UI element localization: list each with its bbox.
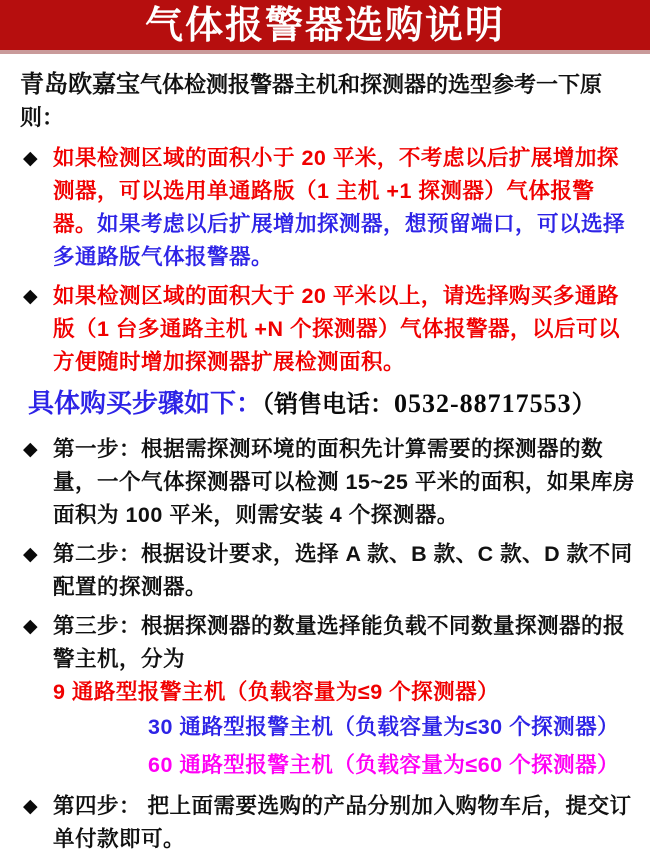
- step-item-4: [20, 790, 636, 856]
- host-option-30-channel: 30 通路型报警主机（负载容量为≤30 个探测器）: [148, 715, 620, 739]
- title-banner: [0, 0, 650, 54]
- diamond-bullet-icon: ◆: [23, 796, 38, 817]
- steps-heading: 具体购买步骤如下：: [28, 388, 263, 418]
- principle-item-2: [20, 280, 636, 379]
- guide-content: [0, 54, 650, 856]
- diamond-bullet-icon: ◆: [23, 544, 38, 565]
- step-item-3: [20, 610, 636, 784]
- step-item-2: [20, 538, 636, 604]
- diamond-bullet-icon: ◆: [23, 439, 38, 460]
- step-3-black-segment: 第三步：根据探测器的数量选择能负载不同数量探测器的报警主机，分为: [53, 614, 626, 671]
- phone-number: 0532-88717553: [394, 389, 572, 418]
- host-option-60-channel: 60 通路型报警主机（负载容量为≤60 个探测器）: [148, 752, 620, 777]
- principle-1-red-segment: 如果检测区域的面积小于 20 平米，不考虑以后扩展增加探测器，可以选用单通路版（1 主机 +1 探测器）气体报警器。: [53, 146, 619, 236]
- intro-text: 气体检测报警器主机和探测器的选型参考一下原则：: [20, 72, 603, 130]
- step-2-text: 第二步：根据设计要求，选择 A 款、B 款、C 款、D 款不同配置的探测器。: [53, 542, 633, 599]
- principle-text-1: [53, 142, 636, 274]
- intro-line: [20, 68, 636, 134]
- step-4-text: 第四步： 把上面需要选购的产品分别加入购物车后，提交订单付款即可。: [53, 794, 632, 851]
- step-3-red-segment: 9 通路型报警主机（负载容量为≤9 个探测器）: [53, 680, 500, 704]
- step-1-text: 第一步：根据需探测环境的面积先计算需要的探测器的数量，一个气体探测器可以检测 15~25 平米的面积，如果库房面积为 100 平米，则需安装 4 个探测器。: [53, 437, 635, 527]
- sales-phone: [262, 391, 596, 418]
- diamond-bullet-icon: ◆: [23, 148, 38, 169]
- diamond-bullet-icon: ◆: [23, 286, 38, 307]
- principle-item-1: [20, 142, 636, 274]
- phone-suffix: ）: [571, 391, 596, 418]
- brand-name: 青岛欧嘉宝: [20, 71, 140, 98]
- diamond-bullet-icon: ◆: [23, 616, 38, 637]
- step-3-text: [53, 610, 636, 784]
- page-title: 气体报警器选购说明: [144, 5, 505, 47]
- principle-2-red-segment: 如果检测区域的面积大于 20 平米以上，请选择购买多通路版（1 台多通路主机 +N 个探测器）气体报警器，以后可以方便随时增加探测器扩展检测面积。: [53, 284, 620, 374]
- principle-text-2: [53, 280, 636, 379]
- phone-prefix: （销售电话：: [262, 391, 395, 418]
- step-item-1: [20, 433, 636, 532]
- principle-1-blue-segment: 如果考虑以后扩展增加探测器，想预留端口，可以选择多通路版气体报警器。: [53, 212, 626, 269]
- steps-header: [28, 385, 636, 423]
